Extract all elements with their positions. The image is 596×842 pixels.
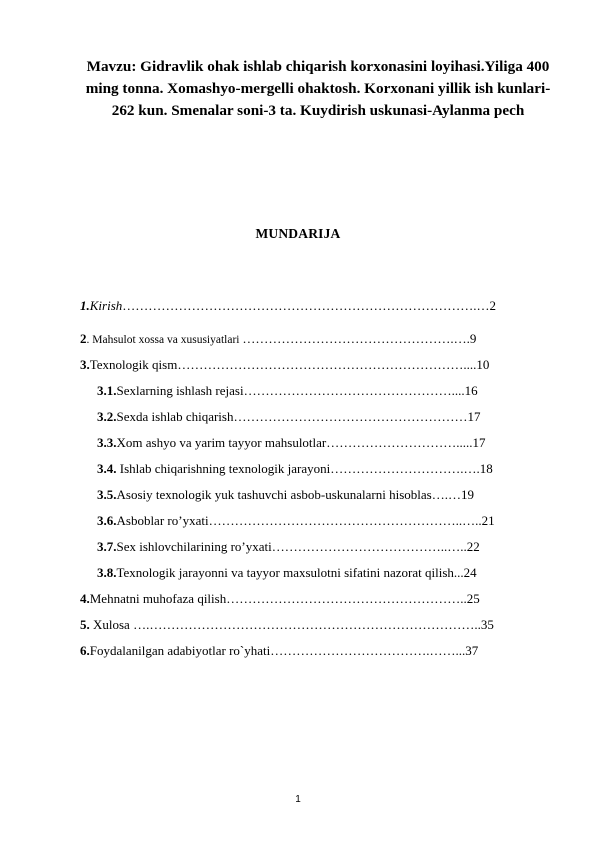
page-number: 1	[295, 794, 301, 805]
toc-entry-page: 17	[467, 409, 481, 424]
toc-entry-number: 3.5.	[97, 487, 117, 502]
toc-entry-dots: …………………………………..…..	[271, 539, 467, 554]
toc-entry-adabiyotlar[interactable]	[80, 643, 478, 659]
toc-entry-3-6[interactable]	[97, 513, 495, 529]
toc-entry-dots: ………………………………………….….	[242, 331, 470, 346]
toc-entry-label: Foydalanilgan adabiyotlar ro`yhati	[89, 643, 271, 658]
toc-entry-number: 3.7.	[97, 539, 117, 554]
toc-entry-page: 37	[465, 643, 479, 658]
toc-entry-dots: ………………………………………………	[233, 409, 468, 424]
toc-entry-label: Asboblar ro’yxati	[116, 513, 209, 528]
toc-entry-number: 6.	[80, 643, 90, 658]
toc-entry-dots: ………………………….….	[330, 461, 480, 476]
toc-entry-number: 3.4.	[97, 461, 117, 476]
toc-entry-page: 17	[472, 435, 486, 450]
toc-entry-dots: ……………………………….……...	[270, 643, 466, 658]
contents-heading: MUNDARIJA	[255, 226, 341, 241]
toc-entry-label: Ishlab chiqarishning texnologik jarayoni	[116, 461, 331, 476]
toc-entry-3-8[interactable]	[97, 565, 477, 581]
toc-entry-label: . Mahsulot xossa va xususiyatlari	[86, 334, 243, 346]
toc-entry-label: Sexda ishlab chiqarish	[116, 409, 234, 424]
toc-entry-page: 19	[460, 487, 474, 502]
toc-entry-number: 3.1.	[97, 383, 117, 398]
document-title: Mavzu: Gidravlik ohak ishlab chiqarish korxonasini loyihasi.Yiliga 400 ming tonna. Xomashyo-mergelli ohaktosh. Korxonani yillik ish kunlari-262 kun. Smenalar soni-3 ta. Kuydirish uskunasi-Aylanma pech	[85, 58, 551, 119]
toc-entry-page: 18	[479, 461, 493, 476]
toc-entry-number: 3.2.	[97, 409, 117, 424]
toc-entry-label: Texnologik qism	[89, 357, 178, 372]
toc-entry-dots: ………………………………………………..	[226, 591, 467, 606]
toc-entry-dots: …………………………………………………..…..	[208, 513, 482, 528]
toc-entry-3-1[interactable]	[97, 383, 478, 399]
toc-entry-number: 5.	[80, 617, 90, 632]
toc-entry-dots: ………………………….....	[326, 435, 473, 450]
toc-entry-3-5[interactable]	[97, 487, 474, 503]
toc-entry-label: Sexlarning ishlash rejasi	[116, 383, 244, 398]
toc-entry-dots: …………………………………………………………....	[177, 357, 477, 372]
toc-entry-texnologik-qism[interactable]	[80, 357, 489, 373]
toc-entry-dots: ……………………………………………………………………….…	[122, 298, 490, 313]
toc-entry-page: 16	[464, 383, 478, 398]
toc-entry-dots: ...	[453, 565, 464, 580]
toc-entry-dots: ….…………………………………………………………………..	[133, 617, 481, 632]
toc-entry-number: 4.	[80, 591, 90, 606]
toc-entry-3-4[interactable]	[97, 461, 493, 477]
toc-entry-page: 9	[469, 331, 477, 346]
toc-entry-page: 21	[481, 513, 495, 528]
toc-entry-mehnat[interactable]	[80, 591, 480, 607]
toc-entry-mahsulot[interactable]	[80, 331, 476, 348]
toc-entry-3-7[interactable]	[97, 539, 480, 555]
toc-entry-label: Asosiy texnologik yuk tashuvchi asbob-uskunalarni hisoblas	[116, 487, 432, 502]
toc-entry-3-2[interactable]	[97, 409, 480, 425]
toc-entry-label: Kirish	[89, 298, 123, 313]
toc-entry-label: Texnologik jarayonni va tayyor maxsulotni sifatini nazorat qilish	[116, 565, 454, 580]
toc-entry-number: 3.	[80, 357, 90, 372]
toc-entry-dots: ….…	[431, 487, 461, 502]
toc-entry-dots: …………………………………………....	[243, 383, 465, 398]
toc-entry-page: 24	[463, 565, 477, 580]
toc-entry-3-3[interactable]	[97, 435, 486, 451]
toc-entry-label: Xulosa	[89, 617, 134, 632]
toc-entry-page: 22	[466, 539, 480, 554]
toc-entry-label: Sex ishlovchilarining ro’yxati	[116, 539, 272, 554]
toc-entry-number: 1.	[80, 298, 90, 313]
toc-entry-kirish[interactable]	[80, 298, 496, 314]
toc-entry-label: Xom ashyo va yarim tayyor mahsulotlar	[116, 435, 327, 450]
toc-entry-page: 10	[476, 357, 490, 372]
toc-entry-number: 3.3.	[97, 435, 117, 450]
toc-entry-xulosa[interactable]	[80, 617, 494, 633]
toc-entry-page: 25	[466, 591, 480, 606]
toc-entry-number: 3.8.	[97, 565, 117, 580]
toc-entry-page: 35	[480, 617, 494, 632]
toc-entry-number: 2	[80, 331, 87, 346]
toc-entry-number: 3.6.	[97, 513, 117, 528]
toc-entry-page: 2	[489, 298, 497, 313]
toc-entry-label: Mehnatni muhofaza qilish	[89, 591, 227, 606]
